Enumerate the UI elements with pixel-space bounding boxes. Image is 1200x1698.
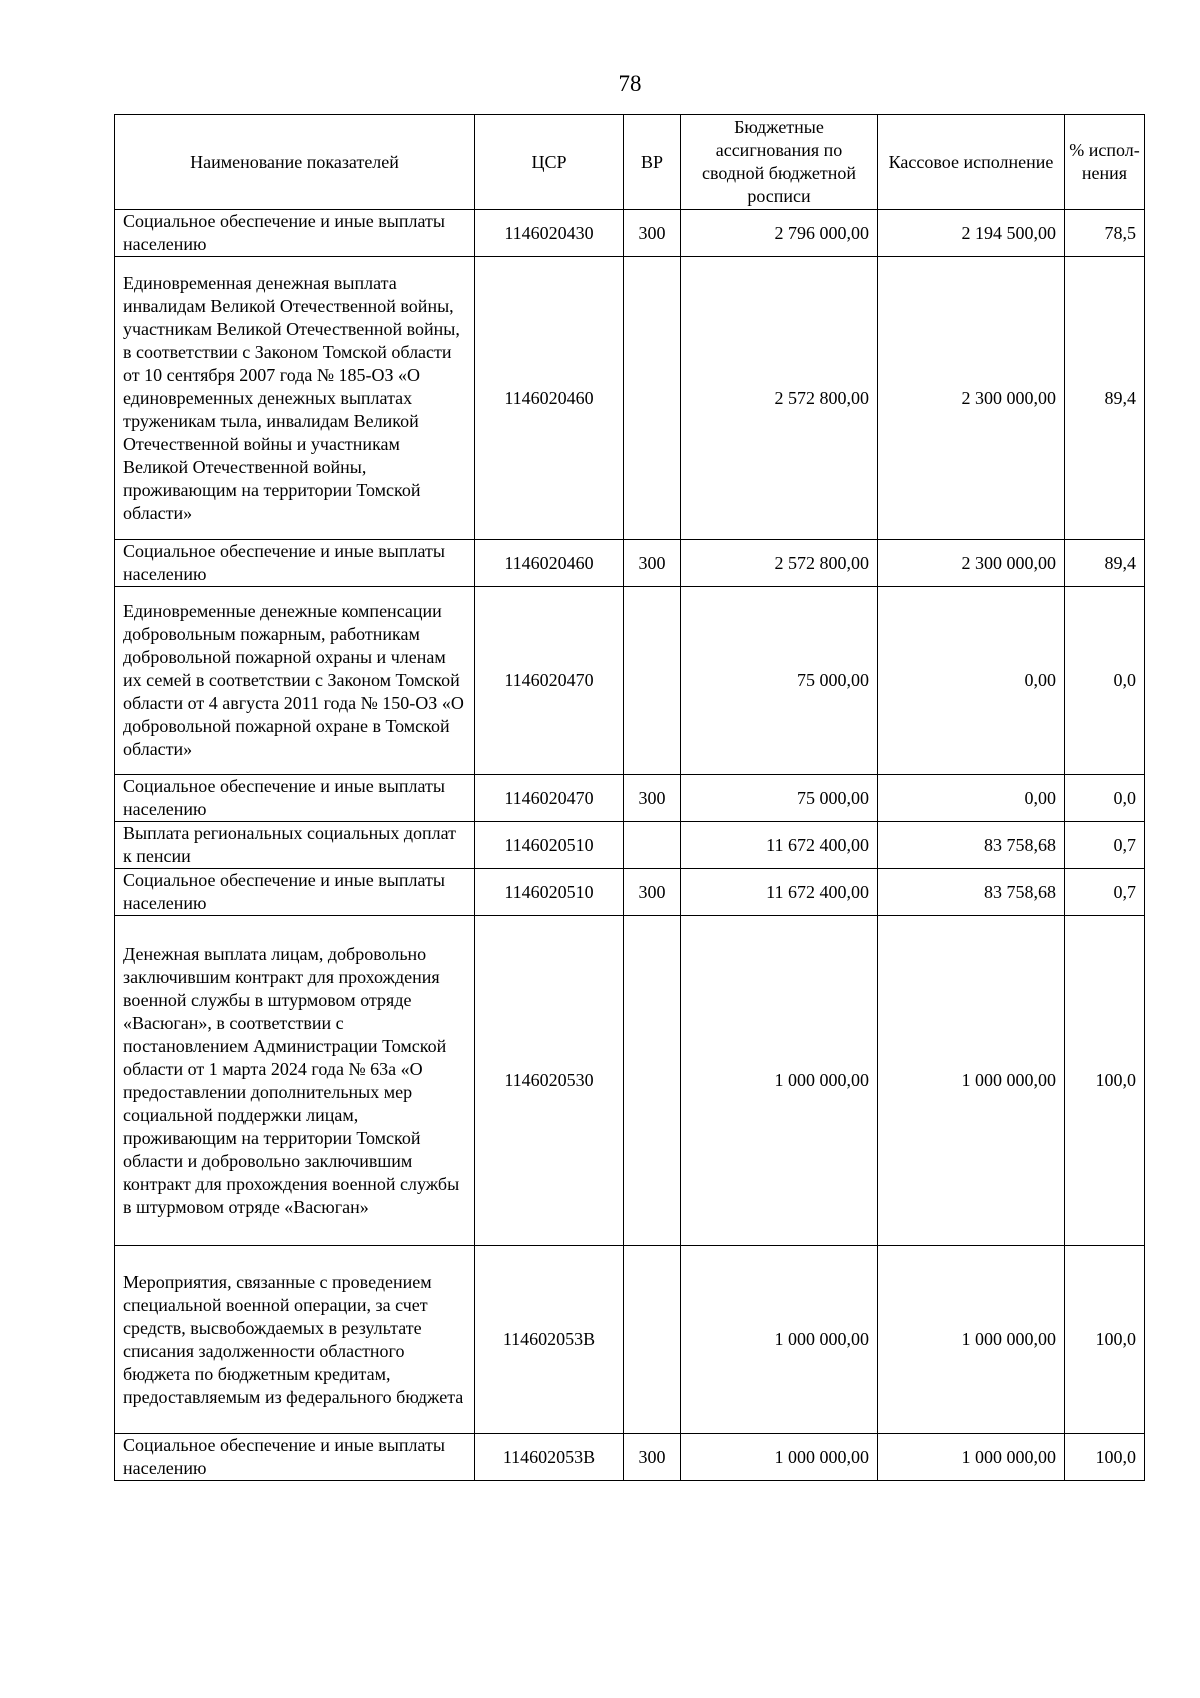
row-percent: 0,7 [1065, 822, 1145, 869]
row-percent: 100,0 [1065, 1246, 1145, 1434]
header-name: Наименование показателей [115, 115, 475, 210]
table-row [115, 257, 1145, 540]
table-row [115, 210, 1145, 257]
row-csr: 1146020510 [475, 822, 624, 869]
row-cash-execution: 1 000 000,00 [878, 916, 1065, 1246]
table-row [115, 1246, 1145, 1434]
row-name: Социальное обеспечение и иные выплаты населению [115, 1434, 475, 1481]
header-vr: ВР [624, 115, 681, 210]
row-name: Социальное обеспечение и иные выплаты населению [115, 775, 475, 822]
row-percent: 100,0 [1065, 1434, 1145, 1481]
row-csr: 1146020510 [475, 869, 624, 916]
row-csr: 1146020460 [475, 540, 624, 587]
row-vr: 300 [624, 210, 681, 257]
row-cash-execution: 1 000 000,00 [878, 1434, 1065, 1481]
row-allocations: 2 572 800,00 [681, 540, 878, 587]
row-vr [624, 587, 681, 775]
row-cash-execution: 0,00 [878, 775, 1065, 822]
row-allocations: 1 000 000,00 [681, 1246, 878, 1434]
row-vr: 300 [624, 775, 681, 822]
row-vr [624, 916, 681, 1246]
table-row [115, 1434, 1145, 1481]
row-name: Мероприятия, связанные с проведением специальной военной операции, за счет средств, высвобождаемых в результате списания задолженности областного бюджета по бюджетным кредитам, предоставляемым из федерального бюджета [115, 1246, 475, 1434]
row-csr: 1146020460 [475, 257, 624, 540]
row-csr: 1146020470 [475, 587, 624, 775]
row-name: Денежная выплата лицам, добровольно заключившим контракт для прохождения военной службы в штурмовом отряде «Васюган», в соответствии с постановлением Администрации Томской области от 1 марта 2024 года № 63а «О предоставлении дополнительных мер социальной поддержки лицам, проживающим на территории Томской области и добровольно заключившим контракт для прохождения военной службы в штурмовом отряде «Васюган» [115, 916, 475, 1246]
row-vr: 300 [624, 1434, 681, 1481]
row-allocations: 75 000,00 [681, 587, 878, 775]
row-allocations: 11 672 400,00 [681, 822, 878, 869]
row-vr: 300 [624, 869, 681, 916]
row-cash-execution: 83 758,68 [878, 869, 1065, 916]
row-name: Социальное обеспечение и иные выплаты населению [115, 540, 475, 587]
row-allocations: 11 672 400,00 [681, 869, 878, 916]
table-row [115, 587, 1145, 775]
table-row [115, 916, 1145, 1246]
row-name: Социальное обеспечение и иные выплаты населению [115, 869, 475, 916]
table-header-row [115, 115, 1145, 210]
table-row [115, 822, 1145, 869]
row-cash-execution: 2 300 000,00 [878, 540, 1065, 587]
page-number: 78 [618, 71, 642, 96]
row-allocations: 1 000 000,00 [681, 1434, 878, 1481]
row-name: Выплата региональных социальных доплат к пенсии [115, 822, 475, 869]
row-name: Единовременная денежная выплата инвалидам Великой Отечественной войны, участникам Великой Отечественной войны, в соответствии с Законом Томской области от 10 сентября 2007 года № 185-ОЗ «О единовременных денежных выплатах труженикам тыла, инвалидам Великой Отечественной войны и участникам Великой Отечественной войны, проживающим на территории Томской области» [115, 257, 475, 540]
row-cash-execution: 2 194 500,00 [878, 210, 1065, 257]
row-csr: 1146020530 [475, 916, 624, 1246]
header-percent: % испол-нения [1065, 115, 1145, 210]
row-vr [624, 822, 681, 869]
table-row [115, 540, 1145, 587]
row-name: Социальное обеспечение и иные выплаты населению [115, 210, 475, 257]
row-allocations: 75 000,00 [681, 775, 878, 822]
row-percent: 78,5 [1065, 210, 1145, 257]
row-csr: 1146020430 [475, 210, 624, 257]
row-allocations: 1 000 000,00 [681, 916, 878, 1246]
header-allocations: Бюджетные ассигнования по сводной бюджетной росписи [681, 115, 878, 210]
row-cash-execution: 1 000 000,00 [878, 1246, 1065, 1434]
row-percent: 89,4 [1065, 540, 1145, 587]
row-allocations: 2 572 800,00 [681, 257, 878, 540]
header-cash-execution: Кассовое исполнение [878, 115, 1065, 210]
row-cash-execution: 83 758,68 [878, 822, 1065, 869]
row-percent: 89,4 [1065, 257, 1145, 540]
row-vr [624, 1246, 681, 1434]
row-cash-execution: 0,00 [878, 587, 1065, 775]
row-csr: 114602053В [475, 1246, 624, 1434]
row-allocations: 2 796 000,00 [681, 210, 878, 257]
budget-execution-table [114, 114, 1145, 1481]
row-percent: 0,7 [1065, 869, 1145, 916]
header-csr: ЦСР [475, 115, 624, 210]
row-percent: 100,0 [1065, 916, 1145, 1246]
row-percent: 0,0 [1065, 775, 1145, 822]
row-csr: 114602053В [475, 1434, 624, 1481]
row-cash-execution: 2 300 000,00 [878, 257, 1065, 540]
table-row [115, 775, 1145, 822]
row-vr [624, 257, 681, 540]
row-percent: 0,0 [1065, 587, 1145, 775]
row-name: Единовременные денежные компенсации добровольным пожарным, работникам добровольной пожарной охраны и членам их семей в соответствии с Законом Томской области от 4 августа 2011 года № 150-ОЗ «О добровольной пожарной охране в Томской области» [115, 587, 475, 775]
row-csr: 1146020470 [475, 775, 624, 822]
row-vr: 300 [624, 540, 681, 587]
table-row [115, 869, 1145, 916]
